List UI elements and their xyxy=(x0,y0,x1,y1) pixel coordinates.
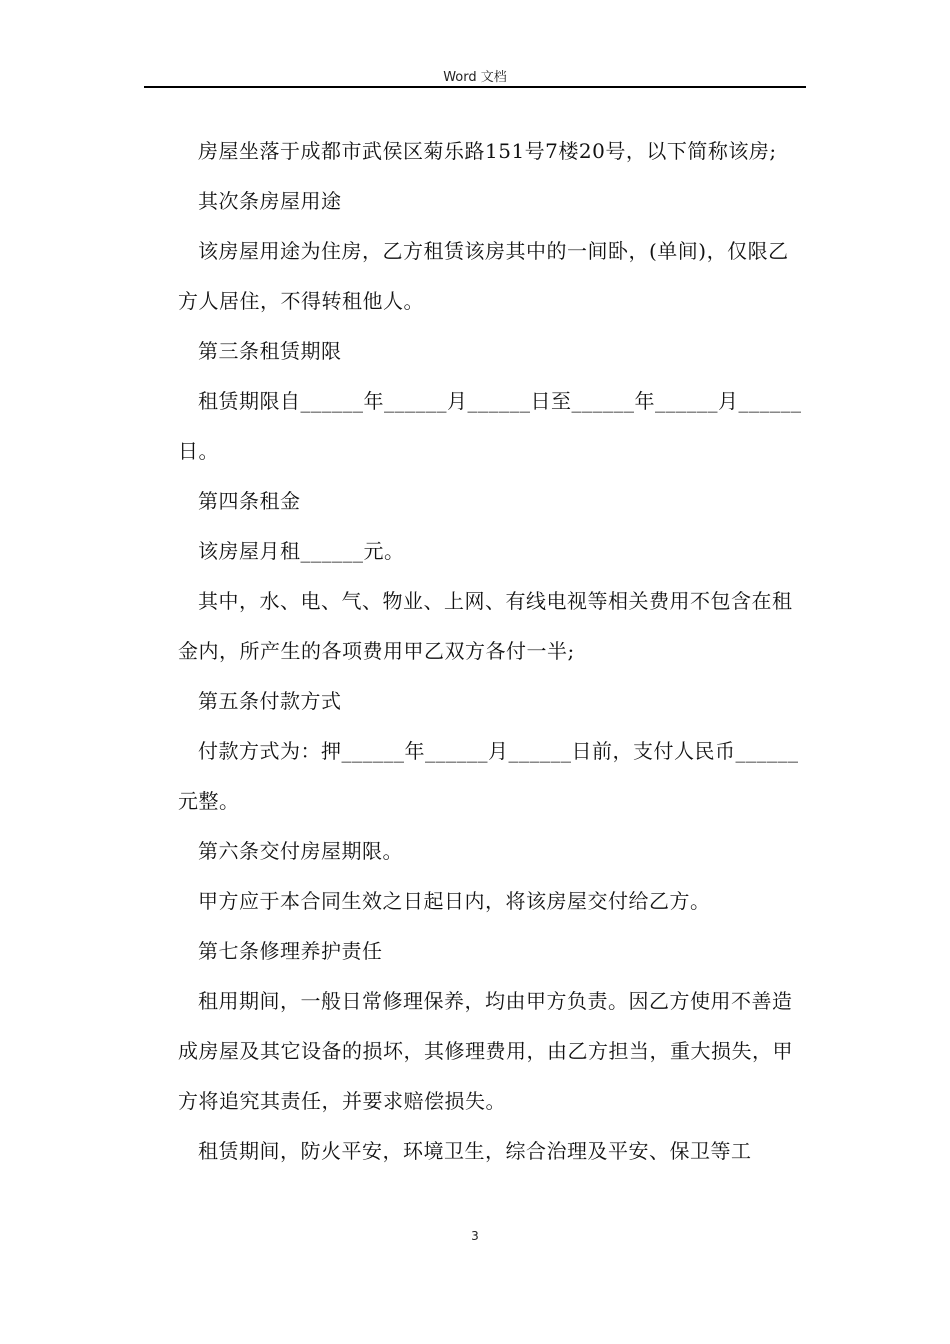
heading-article-2: 其次条房屋用途 xyxy=(198,189,342,213)
heading-article-5: 第五条付款方式 xyxy=(198,689,342,713)
paragraph-lease-term: 租赁期限自______年______月______日至______年______月______日。 xyxy=(178,389,802,463)
header-divider xyxy=(144,86,806,88)
heading-article-3: 第三条租赁期限 xyxy=(198,339,342,363)
paragraph-fees: 其中，水、电、气、物业、上网、有线电视等相关费用不包含在租金内，所产生的各项费用甲乙双方各付一半; xyxy=(178,589,793,663)
heading-article-7: 第七条修理养护责任 xyxy=(198,939,383,963)
heading-article-4: 第四条租金 xyxy=(198,489,301,513)
page-header-label: Word 文档 xyxy=(443,70,507,85)
paragraph-monthly-rent: 该房屋月租______元。 xyxy=(198,539,405,563)
page-number: 3 xyxy=(471,1229,479,1243)
heading-article-6: 第六条交付房屋期限。 xyxy=(198,839,403,863)
paragraph-payment: 付款方式为：押______年______月______日前，支付人民币______元整。 xyxy=(178,739,799,813)
paragraph-usage: 该房屋用途为住房，乙方租赁该房其中的一间卧，(单间)，仅限乙方人居住，不得转租他人。 xyxy=(178,239,789,313)
document-body xyxy=(178,126,803,1176)
paragraph-delivery: 甲方应于本合同生效之日起日内，将该房屋交付给乙方。 xyxy=(198,889,711,913)
paragraph-maintenance: 租用期间，一般日常修理保养，均由甲方负责。因乙方使用不善造成房屋及其它设备的损坏，其修理费用，由乙方担当，重大损失，甲方将追究其责任，并要求赔偿损失。 xyxy=(178,989,793,1113)
paragraph-location: 房屋坐落于成都市武侯区菊乐路151号7楼20号，以下简称该房; xyxy=(198,139,777,163)
paragraph-safety: 租赁期间，防火平安，环境卫生，综合治理及平安、保卫等工 xyxy=(198,1139,752,1163)
